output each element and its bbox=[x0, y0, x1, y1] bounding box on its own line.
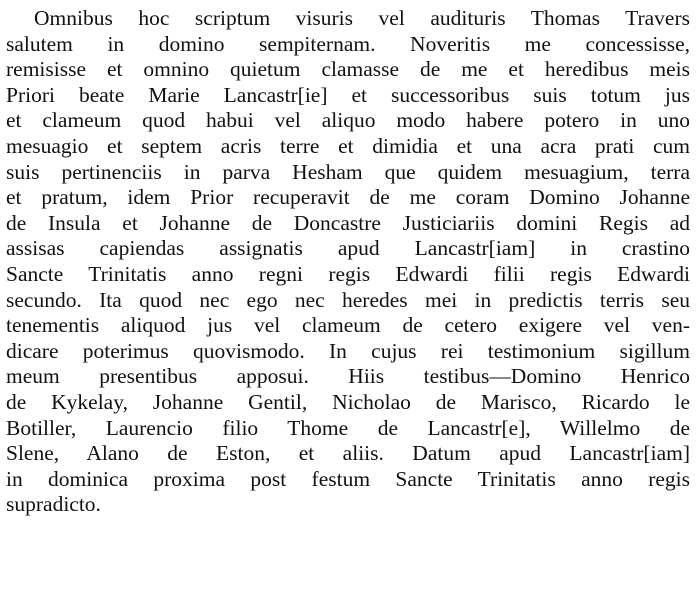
text-line-4: Priori beate Marie Lancastr[ie] et successoribus suis totum jus bbox=[6, 82, 690, 107]
text-line-6: mesuagio et septem acris terre et dimidia et una acra prati cum bbox=[6, 133, 690, 158]
text-line-15: meum presentibus apposui. Hiis testibus—Domino Henrico bbox=[6, 364, 690, 389]
text-line-3: remisisse et omnino quietum clamasse de me et heredibus meis bbox=[6, 57, 690, 82]
text-line-9: de Insula et Johanne de Doncastre Justiciariis domini Regis ad bbox=[6, 210, 690, 235]
document-text bbox=[6, 6, 690, 518]
text-line-13: tenementis aliquod jus vel clameum de cetero exigere vel ven- bbox=[6, 313, 690, 338]
text-line-7: suis pertinenciis in parva Hesham que quidem mesuagium, terra bbox=[6, 159, 690, 184]
text-line-12: secundo. Ita quod nec ego nec heredes mei in predictis terris seu bbox=[6, 287, 690, 312]
text-line-10: assisas capiendas assignatis apud Lancastr[iam] in crastino bbox=[6, 236, 690, 261]
text-line-5: et clameum quod habui vel aliquo modo habere potero in uno bbox=[6, 108, 690, 133]
text-line-18: Slene, Alano de Eston, et aliis. Datum apud Lancastr[iam] bbox=[6, 441, 690, 466]
text-line-2: salutem in domino sempiternam. Noveritis me concessisse, bbox=[6, 31, 690, 56]
text-line-11: Sancte Trinitatis anno regni regis Edwardi filii regis Edwardi bbox=[6, 261, 690, 286]
text-line-20: supradicto. bbox=[6, 492, 101, 517]
text-line-1: Omnibus hoc scriptum visuris vel audituris Thomas Travers bbox=[34, 6, 690, 30]
text-line-19: in dominica proxima post festum Sancte Trinitatis anno regis bbox=[6, 466, 690, 491]
text-line-8: et pratum, idem Prior recuperavit de me coram Domino Johanne bbox=[6, 185, 690, 210]
text-line-16: de Kykelay, Johanne Gentil, Nicholao de Marisco, Ricardo le bbox=[6, 389, 690, 414]
text-line-14: dicare poterimus quovismodo. In cujus rei testimonium sigillum bbox=[6, 338, 690, 363]
text-line-17: Botiller, Laurencio filio Thome de Lancastr[e], Willelmo de bbox=[6, 415, 690, 440]
